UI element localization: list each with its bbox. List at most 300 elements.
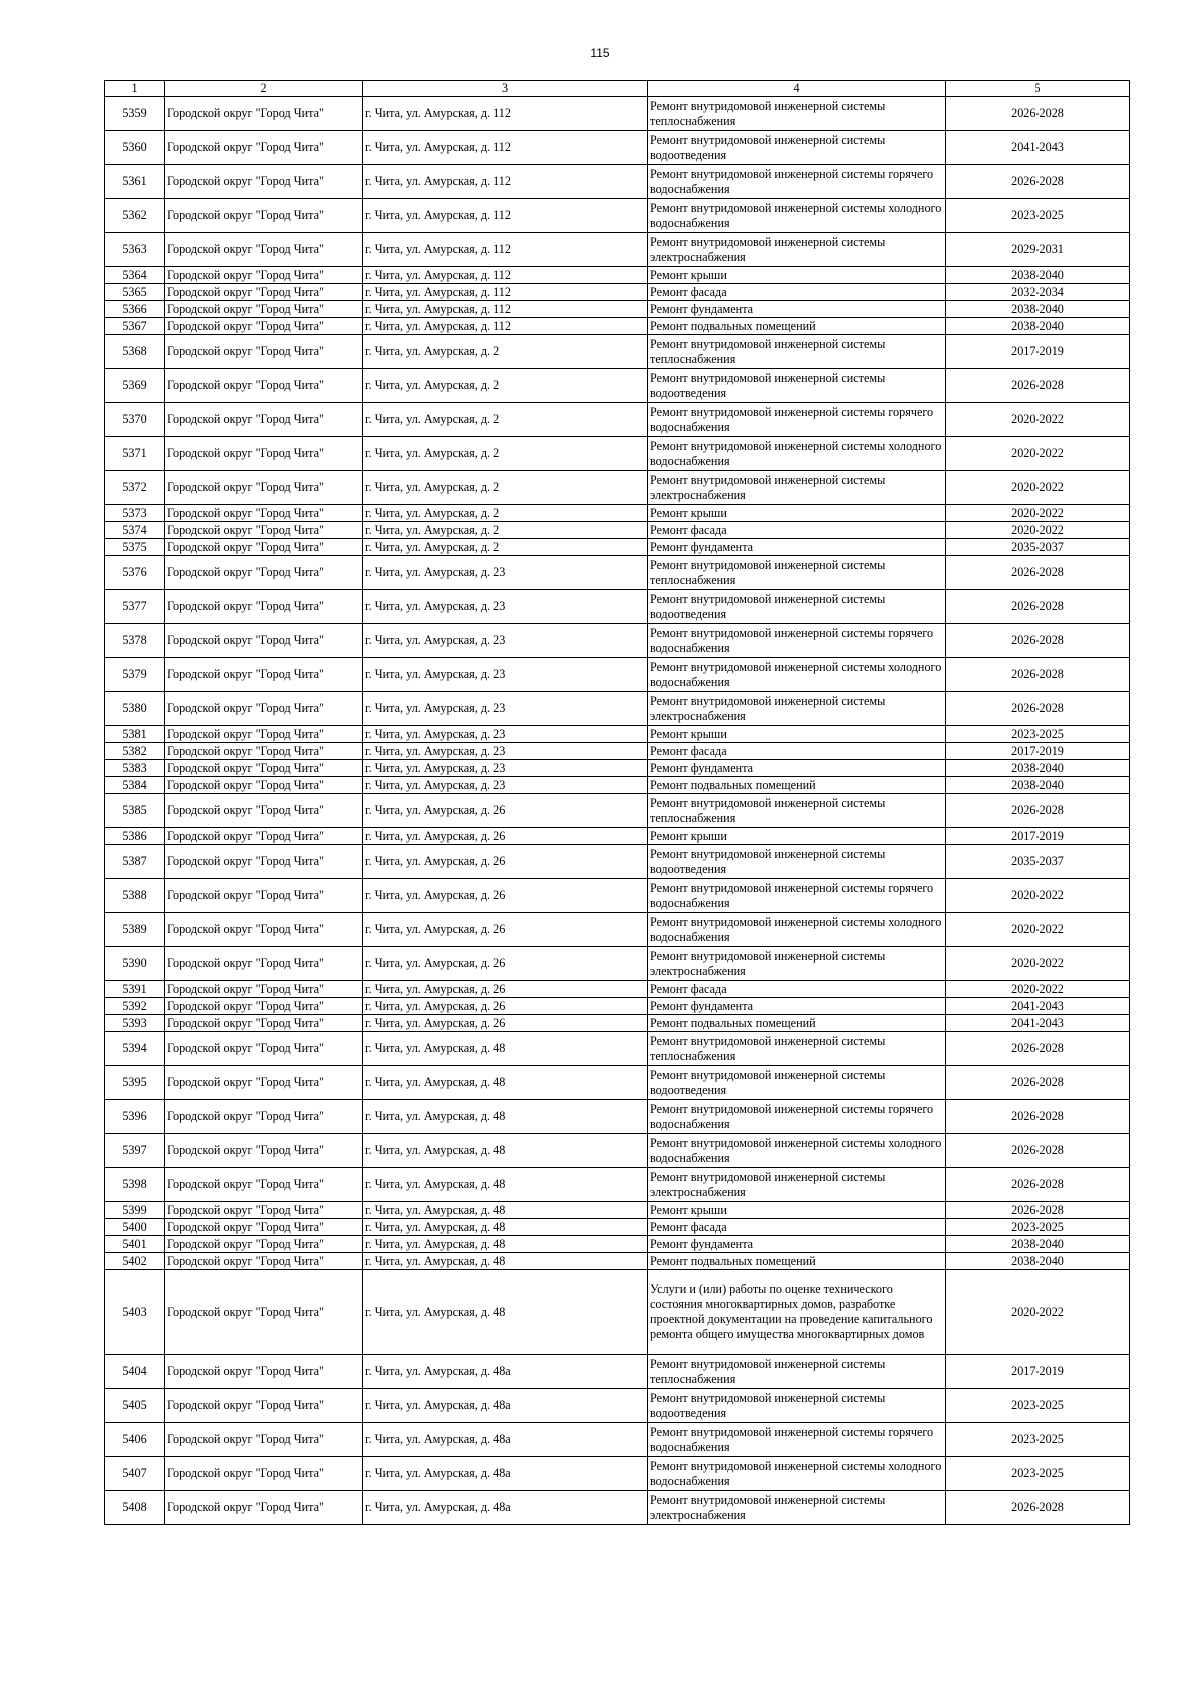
period-cell: 2020-2022 — [946, 947, 1130, 981]
table-row — [105, 267, 1130, 284]
work-type-cell: Ремонт внутридомовой инженерной системы водоотведения — [648, 590, 946, 624]
work-type-cell: Ремонт внутридомовой инженерной системы горячего водоснабжения — [648, 879, 946, 913]
address-cell: г. Чита, ул. Амурская, д. 48 — [363, 1134, 648, 1168]
table-row — [105, 726, 1130, 743]
municipality-cell: Городской округ "Город Чита" — [165, 1219, 363, 1236]
row-number: 5386 — [105, 828, 165, 845]
municipality-cell: Городской округ "Город Чита" — [165, 1032, 363, 1066]
work-type-cell: Ремонт внутридомовой инженерной системы водоотведения — [648, 369, 946, 403]
address-cell: г. Чита, ул. Амурская, д. 2 — [363, 335, 648, 369]
period-cell: 2038-2040 — [946, 777, 1130, 794]
work-type-cell: Ремонт фундамента — [648, 1236, 946, 1253]
municipality-cell: Городской округ "Город Чита" — [165, 981, 363, 998]
row-number: 5374 — [105, 522, 165, 539]
municipality-cell: Городской округ "Город Чита" — [165, 369, 363, 403]
table-row — [105, 1219, 1130, 1236]
address-cell: г. Чита, ул. Амурская, д. 48 — [363, 1202, 648, 1219]
row-number: 5380 — [105, 692, 165, 726]
page-number: 115 — [590, 46, 610, 60]
row-number: 5372 — [105, 471, 165, 505]
period-cell: 2035-2037 — [946, 845, 1130, 879]
work-type-cell: Ремонт фасада — [648, 284, 946, 301]
period-cell: 2026-2028 — [946, 1100, 1130, 1134]
municipality-cell: Городской округ "Город Чита" — [165, 998, 363, 1015]
period-cell: 2026-2028 — [946, 1134, 1130, 1168]
address-cell: г. Чита, ул. Амурская, д. 2 — [363, 369, 648, 403]
work-type-cell: Ремонт внутридомовой инженерной системы теплоснабжения — [648, 1032, 946, 1066]
work-type-cell: Ремонт крыши — [648, 828, 946, 845]
work-type-cell: Ремонт внутридомовой инженерной системы холодного водоснабжения — [648, 913, 946, 947]
address-cell: г. Чита, ул. Амурская, д. 2 — [363, 471, 648, 505]
table-row — [105, 760, 1130, 777]
period-cell: 2035-2037 — [946, 539, 1130, 556]
work-type-cell: Ремонт внутридомовой инженерной системы водоотведения — [648, 845, 946, 879]
row-number: 5390 — [105, 947, 165, 981]
address-cell: г. Чита, ул. Амурская, д. 26 — [363, 913, 648, 947]
municipality-cell: Городской округ "Город Чита" — [165, 522, 363, 539]
address-cell: г. Чита, ул. Амурская, д. 23 — [363, 556, 648, 590]
work-type-cell: Ремонт внутридомовой инженерной системы электроснабжения — [648, 1168, 946, 1202]
row-number: 5365 — [105, 284, 165, 301]
table-row — [105, 794, 1130, 828]
period-cell: 2041-2043 — [946, 998, 1130, 1015]
table-row — [105, 913, 1130, 947]
table-row — [105, 1389, 1130, 1423]
address-cell: г. Чита, ул. Амурская, д. 26 — [363, 947, 648, 981]
table-row — [105, 1423, 1130, 1457]
work-type-cell: Ремонт внутридомовой инженерной системы горячего водоснабжения — [648, 624, 946, 658]
municipality-cell: Городской округ "Город Чита" — [165, 199, 363, 233]
address-cell: г. Чита, ул. Амурская, д. 112 — [363, 165, 648, 199]
address-cell: г. Чита, ул. Амурская, д. 112 — [363, 284, 648, 301]
work-type-cell: Ремонт внутридомовой инженерной системы холодного водоснабжения — [648, 658, 946, 692]
work-type-cell: Ремонт подвальных помещений — [648, 1015, 946, 1032]
table-row — [105, 879, 1130, 913]
work-type-cell: Ремонт внутридомовой инженерной системы горячего водоснабжения — [648, 165, 946, 199]
table-row — [105, 539, 1130, 556]
work-type-cell: Ремонт крыши — [648, 1202, 946, 1219]
address-cell: г. Чита, ул. Амурская, д. 112 — [363, 318, 648, 335]
municipality-cell: Городской округ "Город Чита" — [165, 1100, 363, 1134]
row-number: 5362 — [105, 199, 165, 233]
work-type-cell: Ремонт внутридомовой инженерной системы водоотведения — [648, 131, 946, 165]
table-row — [105, 437, 1130, 471]
municipality-cell: Городской округ "Город Чита" — [165, 1236, 363, 1253]
row-number: 5369 — [105, 369, 165, 403]
municipality-cell: Городской округ "Город Чита" — [165, 284, 363, 301]
table-row — [105, 828, 1130, 845]
address-cell: г. Чита, ул. Амурская, д. 48 — [363, 1032, 648, 1066]
period-cell: 2020-2022 — [946, 403, 1130, 437]
municipality-cell: Городской округ "Город Чита" — [165, 845, 363, 879]
table-row — [105, 1202, 1130, 1219]
table-row — [105, 590, 1130, 624]
work-type-cell: Ремонт внутридомовой инженерной системы холодного водоснабжения — [648, 437, 946, 471]
municipality-cell: Городской округ "Город Чита" — [165, 471, 363, 505]
table-row — [105, 1457, 1130, 1491]
work-type-cell: Ремонт фундамента — [648, 539, 946, 556]
address-cell: г. Чита, ул. Амурская, д. 23 — [363, 777, 648, 794]
table-row — [105, 301, 1130, 318]
row-number: 5371 — [105, 437, 165, 471]
table-row — [105, 1066, 1130, 1100]
municipality-cell: Городской округ "Город Чита" — [165, 505, 363, 522]
row-number: 5361 — [105, 165, 165, 199]
period-cell: 2020-2022 — [946, 981, 1130, 998]
work-type-cell: Ремонт внутридомовой инженерной системы холодного водоснабжения — [648, 199, 946, 233]
address-cell: г. Чита, ул. Амурская, д. 48а — [363, 1457, 648, 1491]
work-type-cell: Ремонт внутридомовой инженерной системы теплоснабжения — [648, 1355, 946, 1389]
work-type-cell: Услуги и (или) работы по оценке технического состояния многоквартирных домов, разработке проектной документации на проведение капитального ремонта общего имущества многоквартирных домов — [648, 1270, 946, 1355]
period-cell: 2026-2028 — [946, 1066, 1130, 1100]
row-number: 5391 — [105, 981, 165, 998]
address-cell: г. Чита, ул. Амурская, д. 23 — [363, 743, 648, 760]
period-cell: 2026-2028 — [946, 1491, 1130, 1525]
work-type-cell: Ремонт фундамента — [648, 998, 946, 1015]
municipality-cell: Городской округ "Город Чита" — [165, 828, 363, 845]
address-cell: г. Чита, ул. Амурская, д. 112 — [363, 301, 648, 318]
table-row — [105, 998, 1130, 1015]
municipality-cell: Городской округ "Город Чита" — [165, 1066, 363, 1100]
period-cell: 2026-2028 — [946, 590, 1130, 624]
work-type-cell: Ремонт фасада — [648, 1219, 946, 1236]
row-number: 5405 — [105, 1389, 165, 1423]
row-number: 5406 — [105, 1423, 165, 1457]
period-cell: 2026-2028 — [946, 369, 1130, 403]
municipality-cell: Городской округ "Город Чита" — [165, 301, 363, 318]
row-number: 5400 — [105, 1219, 165, 1236]
municipality-cell: Городской округ "Город Чита" — [165, 165, 363, 199]
municipality-cell: Городской округ "Город Чита" — [165, 692, 363, 726]
column-header-3: 3 — [363, 81, 648, 97]
row-number: 5404 — [105, 1355, 165, 1389]
row-number: 5395 — [105, 1066, 165, 1100]
period-cell: 2038-2040 — [946, 760, 1130, 777]
table-row — [105, 505, 1130, 522]
table-row — [105, 335, 1130, 369]
row-number: 5368 — [105, 335, 165, 369]
municipality-cell: Городской округ "Город Чита" — [165, 1389, 363, 1423]
work-type-cell: Ремонт подвальных помещений — [648, 1253, 946, 1270]
municipality-cell: Городской округ "Город Чита" — [165, 1202, 363, 1219]
row-number: 5381 — [105, 726, 165, 743]
address-cell: г. Чита, ул. Амурская, д. 48а — [363, 1423, 648, 1457]
address-cell: г. Чита, ул. Амурская, д. 48а — [363, 1389, 648, 1423]
table-row — [105, 318, 1130, 335]
period-cell: 2023-2025 — [946, 199, 1130, 233]
period-cell: 2026-2028 — [946, 692, 1130, 726]
period-cell: 2029-2031 — [946, 233, 1130, 267]
address-cell: г. Чита, ул. Амурская, д. 48а — [363, 1491, 648, 1525]
address-cell: г. Чита, ул. Амурская, д. 26 — [363, 845, 648, 879]
municipality-cell: Городской округ "Город Чита" — [165, 1015, 363, 1032]
table-row — [105, 556, 1130, 590]
period-cell: 2020-2022 — [946, 1270, 1130, 1355]
municipality-cell: Городской округ "Город Чита" — [165, 590, 363, 624]
period-cell: 2026-2028 — [946, 624, 1130, 658]
address-cell: г. Чита, ул. Амурская, д. 23 — [363, 590, 648, 624]
address-cell: г. Чита, ул. Амурская, д. 48 — [363, 1219, 648, 1236]
municipality-cell: Городской округ "Город Чита" — [165, 777, 363, 794]
table-row — [105, 1134, 1130, 1168]
period-cell: 2023-2025 — [946, 1457, 1130, 1491]
work-type-cell: Ремонт внутридомовой инженерной системы водоотведения — [648, 1066, 946, 1100]
table-row — [105, 692, 1130, 726]
column-header-1: 1 — [105, 81, 165, 97]
work-type-cell: Ремонт фасада — [648, 981, 946, 998]
period-cell: 2017-2019 — [946, 828, 1130, 845]
work-type-cell: Ремонт внутридомовой инженерной системы водоотведения — [648, 1389, 946, 1423]
period-cell: 2038-2040 — [946, 1253, 1130, 1270]
address-cell: г. Чита, ул. Амурская, д. 48 — [363, 1100, 648, 1134]
column-header-5: 5 — [946, 81, 1130, 97]
period-cell: 2038-2040 — [946, 318, 1130, 335]
work-type-cell: Ремонт внутридомовой инженерной системы теплоснабжения — [648, 97, 946, 131]
work-type-cell: Ремонт подвальных помещений — [648, 318, 946, 335]
address-cell: г. Чита, ул. Амурская, д. 23 — [363, 760, 648, 777]
table-header — [105, 81, 1130, 97]
address-cell: г. Чита, ул. Амурская, д. 26 — [363, 879, 648, 913]
table-row — [105, 658, 1130, 692]
row-number: 5379 — [105, 658, 165, 692]
table-row — [105, 981, 1130, 998]
municipality-cell: Городской округ "Город Чита" — [165, 97, 363, 131]
row-number: 5377 — [105, 590, 165, 624]
work-type-cell: Ремонт внутридомовой инженерной системы теплоснабжения — [648, 556, 946, 590]
municipality-cell: Городской округ "Город Чита" — [165, 318, 363, 335]
address-cell: г. Чита, ул. Амурская, д. 23 — [363, 726, 648, 743]
address-cell: г. Чита, ул. Амурская, д. 2 — [363, 522, 648, 539]
period-cell: 2038-2040 — [946, 301, 1130, 318]
row-number: 5399 — [105, 1202, 165, 1219]
municipality-cell: Городской округ "Город Чита" — [165, 1270, 363, 1355]
table-row — [105, 1491, 1130, 1525]
address-cell: г. Чита, ул. Амурская, д. 48 — [363, 1066, 648, 1100]
work-type-cell: Ремонт внутридомовой инженерной системы горячего водоснабжения — [648, 1423, 946, 1457]
table-row — [105, 1355, 1130, 1389]
address-cell: г. Чита, ул. Амурская, д. 26 — [363, 1015, 648, 1032]
municipality-cell: Городской округ "Город Чита" — [165, 131, 363, 165]
row-number: 5363 — [105, 233, 165, 267]
work-type-cell: Ремонт внутридомовой инженерной системы горячего водоснабжения — [648, 403, 946, 437]
row-number: 5402 — [105, 1253, 165, 1270]
period-cell: 2026-2028 — [946, 1202, 1130, 1219]
municipality-cell: Городской округ "Город Чита" — [165, 556, 363, 590]
municipality-cell: Городской округ "Город Чита" — [165, 335, 363, 369]
row-number: 5375 — [105, 539, 165, 556]
row-number: 5396 — [105, 1100, 165, 1134]
table-row — [105, 471, 1130, 505]
row-number: 5398 — [105, 1168, 165, 1202]
address-cell: г. Чита, ул. Амурская, д. 26 — [363, 794, 648, 828]
address-cell: г. Чита, ул. Амурская, д. 112 — [363, 267, 648, 284]
row-number: 5359 — [105, 97, 165, 131]
municipality-cell: Городской округ "Город Чита" — [165, 624, 363, 658]
table-row — [105, 199, 1130, 233]
address-cell: г. Чита, ул. Амурская, д. 112 — [363, 131, 648, 165]
row-number: 5388 — [105, 879, 165, 913]
period-cell: 2038-2040 — [946, 1236, 1130, 1253]
work-type-cell: Ремонт внутридомовой инженерной системы горячего водоснабжения — [648, 1100, 946, 1134]
period-cell: 2020-2022 — [946, 913, 1130, 947]
row-number: 5387 — [105, 845, 165, 879]
table-row — [105, 1100, 1130, 1134]
row-number: 5370 — [105, 403, 165, 437]
table-row — [105, 947, 1130, 981]
table-row — [105, 624, 1130, 658]
municipality-cell: Городской округ "Город Чита" — [165, 913, 363, 947]
period-cell: 2023-2025 — [946, 1423, 1130, 1457]
period-cell: 2026-2028 — [946, 658, 1130, 692]
address-cell: г. Чита, ул. Амурская, д. 26 — [363, 828, 648, 845]
table-row — [105, 845, 1130, 879]
period-cell: 2041-2043 — [946, 1015, 1130, 1032]
row-number: 5382 — [105, 743, 165, 760]
address-cell: г. Чита, ул. Амурская, д. 48 — [363, 1236, 648, 1253]
row-number: 5392 — [105, 998, 165, 1015]
work-type-cell: Ремонт внутридомовой инженерной системы теплоснабжения — [648, 794, 946, 828]
municipality-cell: Городской округ "Город Чита" — [165, 1355, 363, 1389]
period-cell: 2023-2025 — [946, 726, 1130, 743]
address-cell: г. Чита, ул. Амурская, д. 23 — [363, 692, 648, 726]
row-number: 5407 — [105, 1457, 165, 1491]
period-cell: 2020-2022 — [946, 437, 1130, 471]
table-row — [105, 1270, 1130, 1355]
row-number: 5384 — [105, 777, 165, 794]
municipality-cell: Городской округ "Город Чита" — [165, 1134, 363, 1168]
row-number: 5403 — [105, 1270, 165, 1355]
address-cell: г. Чита, ул. Амурская, д. 23 — [363, 624, 648, 658]
municipality-cell: Городской округ "Город Чита" — [165, 794, 363, 828]
table-row — [105, 1253, 1130, 1270]
row-number: 5367 — [105, 318, 165, 335]
table-row — [105, 1168, 1130, 1202]
table-row — [105, 1236, 1130, 1253]
row-number: 5364 — [105, 267, 165, 284]
table-row — [105, 233, 1130, 267]
row-number: 5360 — [105, 131, 165, 165]
period-cell: 2026-2028 — [946, 556, 1130, 590]
table-row — [105, 777, 1130, 794]
row-number: 5389 — [105, 913, 165, 947]
address-cell: г. Чита, ул. Амурская, д. 112 — [363, 97, 648, 131]
municipality-cell: Городской округ "Город Чита" — [165, 760, 363, 777]
address-cell: г. Чита, ул. Амурская, д. 48 — [363, 1168, 648, 1202]
municipality-cell: Городской округ "Город Чита" — [165, 743, 363, 760]
address-cell: г. Чита, ул. Амурская, д. 48 — [363, 1270, 648, 1355]
period-cell: 2017-2019 — [946, 743, 1130, 760]
period-cell: 2041-2043 — [946, 131, 1130, 165]
address-cell: г. Чита, ул. Амурская, д. 48а — [363, 1355, 648, 1389]
row-number: 5408 — [105, 1491, 165, 1525]
period-cell: 2020-2022 — [946, 879, 1130, 913]
work-type-cell: Ремонт подвальных помещений — [648, 777, 946, 794]
work-type-cell: Ремонт внутридомовой инженерной системы электроснабжения — [648, 471, 946, 505]
municipality-cell: Городской округ "Город Чита" — [165, 1457, 363, 1491]
work-type-cell: Ремонт крыши — [648, 505, 946, 522]
work-type-cell: Ремонт внутридомовой инженерной системы электроснабжения — [648, 1491, 946, 1525]
table-row — [105, 97, 1130, 131]
period-cell: 2023-2025 — [946, 1219, 1130, 1236]
address-cell: г. Чита, ул. Амурская, д. 2 — [363, 505, 648, 522]
address-cell: г. Чита, ул. Амурская, д. 2 — [363, 539, 648, 556]
table-row — [105, 284, 1130, 301]
row-number: 5376 — [105, 556, 165, 590]
municipality-cell: Городской округ "Город Чита" — [165, 267, 363, 284]
municipality-cell: Городской округ "Город Чита" — [165, 879, 363, 913]
table-row — [105, 403, 1130, 437]
municipality-cell: Городской округ "Город Чита" — [165, 1253, 363, 1270]
work-type-cell: Ремонт фундамента — [648, 760, 946, 777]
work-type-cell: Ремонт внутридомовой инженерной системы теплоснабжения — [648, 335, 946, 369]
work-type-cell: Ремонт крыши — [648, 267, 946, 284]
period-cell: 2020-2022 — [946, 522, 1130, 539]
work-type-cell: Ремонт фасада — [648, 522, 946, 539]
table-row — [105, 1032, 1130, 1066]
row-number: 5366 — [105, 301, 165, 318]
period-cell: 2017-2019 — [946, 1355, 1130, 1389]
period-cell: 2026-2028 — [946, 165, 1130, 199]
table-row — [105, 522, 1130, 539]
period-cell: 2026-2028 — [946, 1168, 1130, 1202]
row-number: 5397 — [105, 1134, 165, 1168]
work-type-cell: Ремонт крыши — [648, 726, 946, 743]
row-number: 5394 — [105, 1032, 165, 1066]
address-cell: г. Чита, ул. Амурская, д. 26 — [363, 998, 648, 1015]
column-header-4: 4 — [648, 81, 946, 97]
period-cell: 2026-2028 — [946, 1032, 1130, 1066]
work-type-cell: Ремонт фундамента — [648, 301, 946, 318]
address-cell: г. Чита, ул. Амурская, д. 23 — [363, 658, 648, 692]
address-cell: г. Чита, ул. Амурская, д. 2 — [363, 403, 648, 437]
period-cell: 2017-2019 — [946, 335, 1130, 369]
row-number: 5385 — [105, 794, 165, 828]
period-cell: 2020-2022 — [946, 505, 1130, 522]
row-number: 5393 — [105, 1015, 165, 1032]
address-cell: г. Чита, ул. Амурская, д. 48 — [363, 1253, 648, 1270]
municipality-cell: Городской округ "Город Чита" — [165, 1168, 363, 1202]
work-type-cell: Ремонт внутридомовой инженерной системы холодного водоснабжения — [648, 1457, 946, 1491]
work-type-cell: Ремонт внутридомовой инженерной системы электроснабжения — [648, 947, 946, 981]
row-number: 5378 — [105, 624, 165, 658]
municipality-cell: Городской округ "Город Чита" — [165, 539, 363, 556]
municipality-cell: Городской округ "Город Чита" — [165, 233, 363, 267]
municipality-cell: Городской округ "Город Чита" — [165, 403, 363, 437]
table-row — [105, 1015, 1130, 1032]
municipality-cell: Городской округ "Город Чита" — [165, 1423, 363, 1457]
municipality-cell: Городской округ "Город Чита" — [165, 437, 363, 471]
header-row — [105, 81, 1130, 97]
period-cell: 2020-2022 — [946, 471, 1130, 505]
address-cell: г. Чита, ул. Амурская, д. 2 — [363, 437, 648, 471]
table-row — [105, 743, 1130, 760]
address-cell: г. Чита, ул. Амурская, д. 112 — [363, 199, 648, 233]
work-type-cell: Ремонт внутридомовой инженерной системы электроснабжения — [648, 233, 946, 267]
work-type-cell: Ремонт внутридомовой инженерной системы холодного водоснабжения — [648, 1134, 946, 1168]
table-row — [105, 131, 1130, 165]
period-cell: 2023-2025 — [946, 1389, 1130, 1423]
period-cell: 2038-2040 — [946, 267, 1130, 284]
address-cell: г. Чита, ул. Амурская, д. 112 — [363, 233, 648, 267]
municipality-cell: Городской округ "Город Чита" — [165, 1491, 363, 1525]
table-row — [105, 369, 1130, 403]
work-type-cell: Ремонт фасада — [648, 743, 946, 760]
municipality-cell: Городской округ "Город Чита" — [165, 947, 363, 981]
period-cell: 2026-2028 — [946, 794, 1130, 828]
row-number: 5401 — [105, 1236, 165, 1253]
table-body — [105, 97, 1130, 1525]
municipality-cell: Городской округ "Город Чита" — [165, 658, 363, 692]
